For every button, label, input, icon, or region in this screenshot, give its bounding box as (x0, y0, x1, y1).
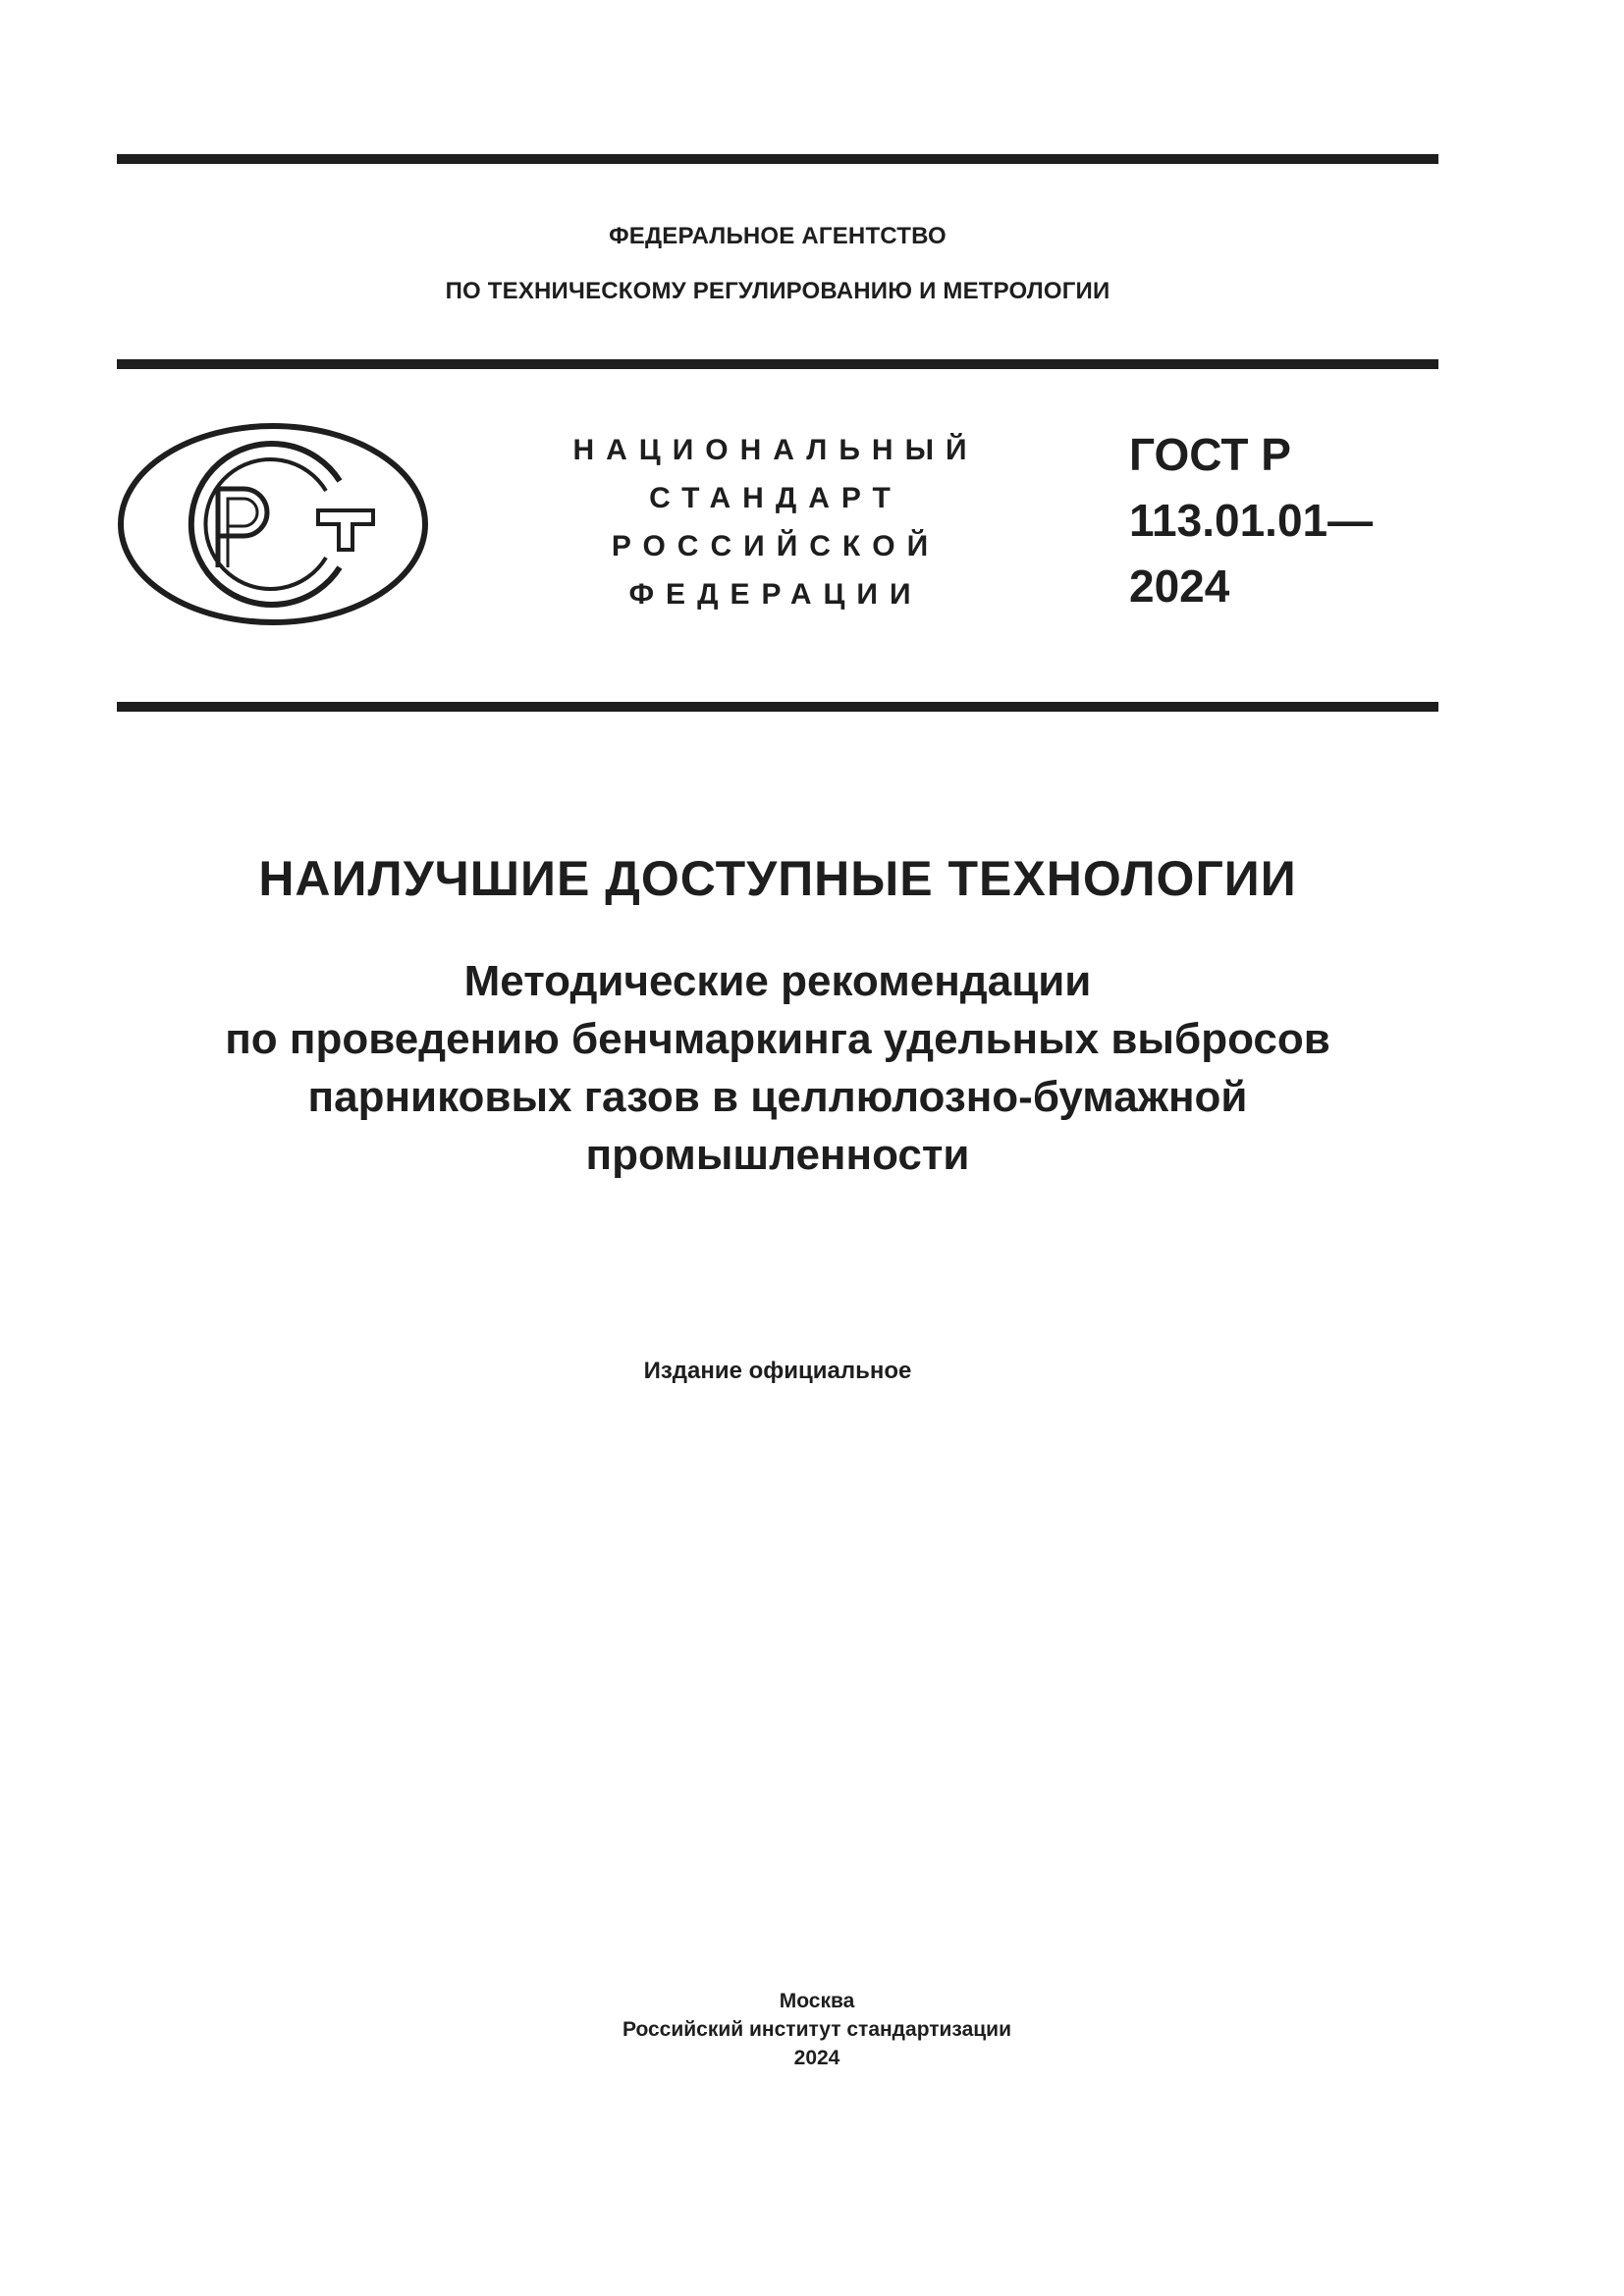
rst-gost-mark-icon (116, 420, 430, 628)
national-standard-label (550, 426, 1001, 618)
top-divider (117, 154, 1438, 164)
gost-line-2: 113.01.01— (1129, 495, 1374, 546)
subtitle-line-4: промышленности (585, 1131, 970, 1179)
national-line-1: НАЦИОНАЛЬНЫЙ (572, 434, 979, 466)
national-line-2: СТАНДАРТ (649, 482, 902, 514)
imprint-city: Москва (779, 1990, 855, 2012)
standard-block-divider (117, 702, 1438, 712)
header-divider (117, 359, 1438, 369)
subtitle-line-3: парниковых газов в целлюлозно-бумажной (307, 1073, 1248, 1121)
subtitle-line-1: Методические рекомендации (463, 957, 1092, 1005)
imprint-year: 2024 (793, 2047, 840, 2069)
edition-label: Издание официальное (643, 1358, 912, 1384)
imprint-publisher: Российский институт стандартизации (622, 2018, 1012, 2041)
agency-name-line-2: ПО ТЕХНИЧЕСКОМУ РЕГУЛИРОВАНИЮ И МЕТРОЛОГИИ (445, 278, 1110, 304)
gost-line-3: 2024 (1129, 561, 1230, 612)
national-line-3: РОССИЙСКОЙ (611, 530, 941, 562)
national-line-4: ФЕДЕРАЦИИ (628, 578, 923, 611)
imprint (117, 1987, 1517, 2072)
agency-name-line-1: ФЕДЕРАЛЬНОЕ АГЕНТСТВО (609, 223, 947, 249)
subtitle-line-2: по проведению бенчмаркинга удельных выбросов (225, 1015, 1330, 1063)
gost-line-1: ГОСТ Р (1129, 429, 1291, 480)
document-subtitle (117, 952, 1438, 1184)
gost-designation (1129, 422, 1373, 619)
document-title: НАИЛУЧШИЕ ДОСТУПНЫЕ ТЕХНОЛОГИИ (258, 851, 1297, 906)
